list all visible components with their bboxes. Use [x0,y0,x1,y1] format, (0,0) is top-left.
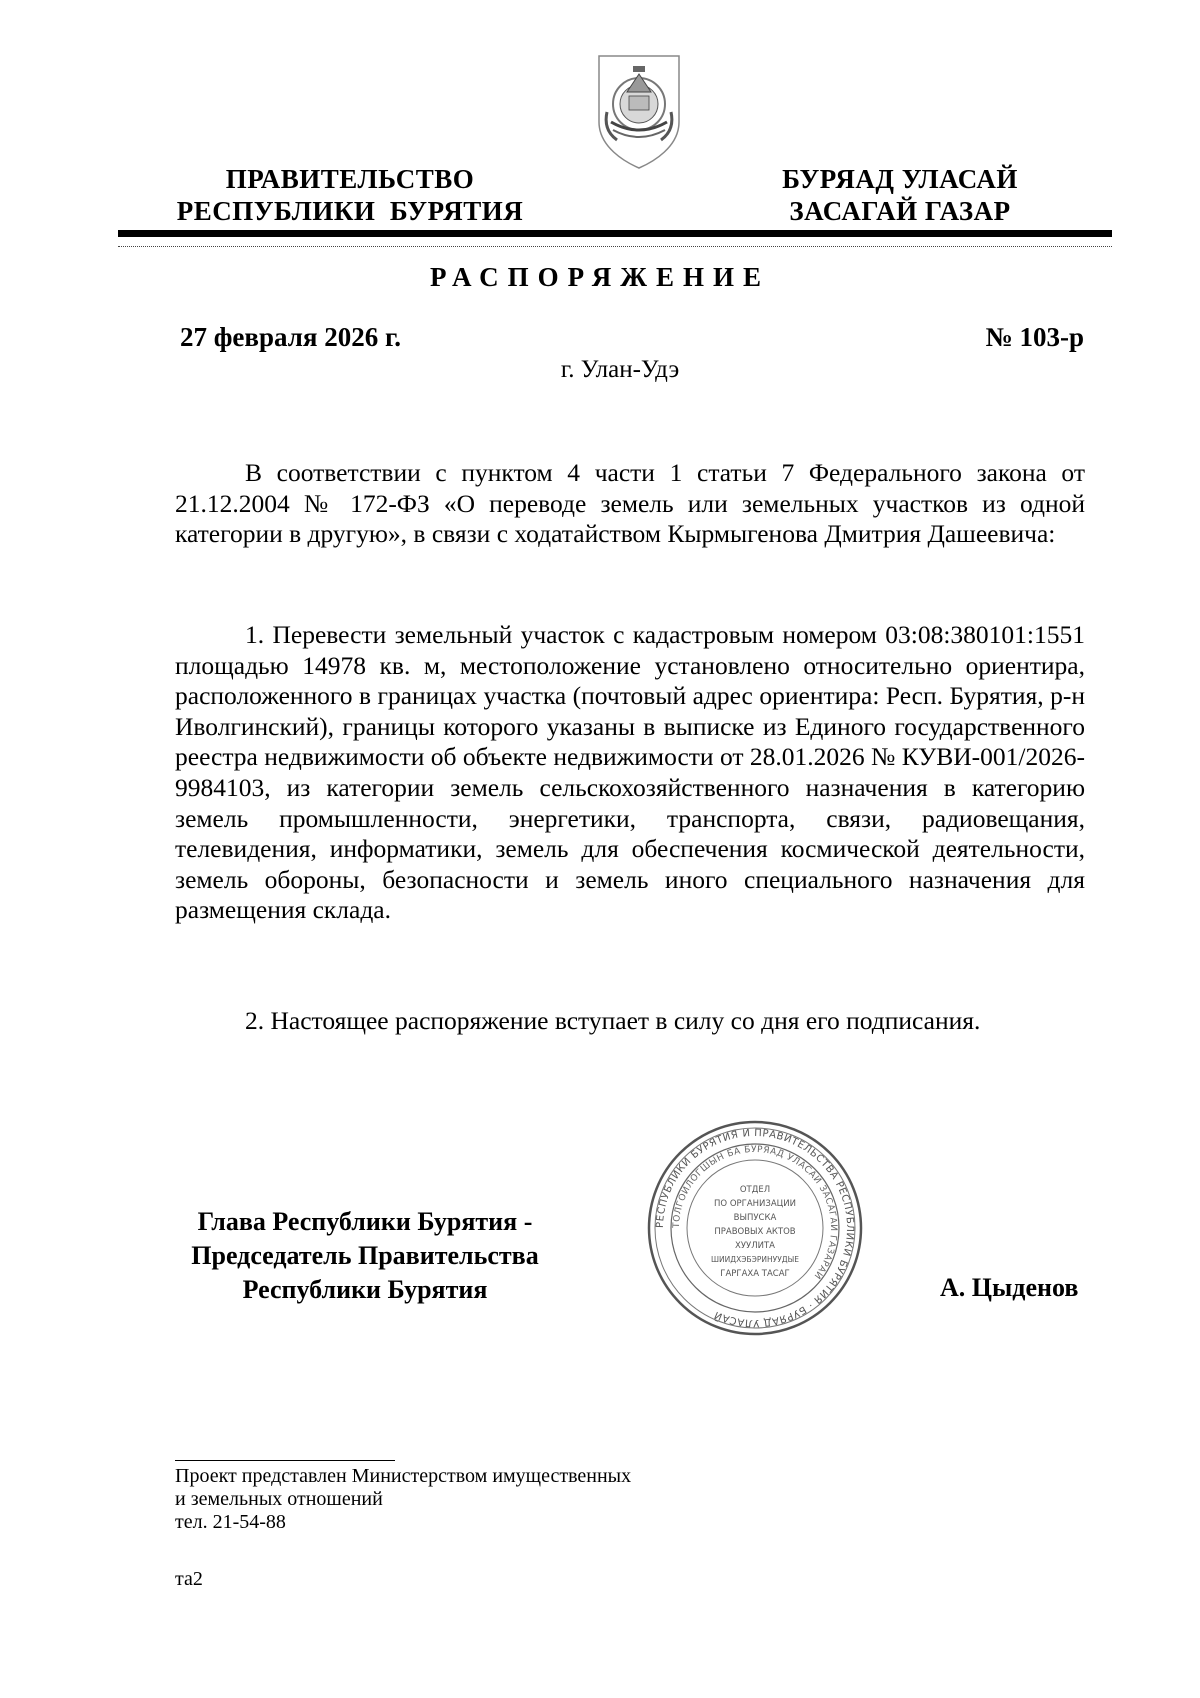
item-2-paragraph [175,1006,1085,1037]
signatory-title-line2: Председатель Правительства [191,1241,539,1270]
footnote-line1: Проект представлен Министерством имущественных [175,1465,632,1487]
document-city: г. Улан-Удэ [560,356,680,383]
signatory-title-line3: Республики Бурятия [242,1275,488,1304]
stamp-line-1: ОТДЕЛ [739,1185,771,1195]
document-code: та2 [175,1568,203,1590]
stamp-line-7: ГАРГАХА ТАСАГ [720,1269,790,1279]
header-left [150,163,550,227]
document-title: РАСПОРЯЖЕНИЕ [429,262,771,292]
stamp-outer-ring: РЕСПУБЛИКИ БУРЯТИЯ И ПРАВИТЕЛЬСТВА РЕСПУБЛИКИ БУРЯТИЯ · БУРЯАД УЛАСАЙ [654,1127,856,1329]
header-right-line2: ЗАСАГАЙ ГАЗАР [789,196,1011,226]
stamp-line-2: ПО ОРГАНИЗАЦИИ [714,1199,796,1209]
document-number: № 103-р [985,322,1084,352]
header-right [760,163,1040,227]
stamp-line-6: ШИИДХЭБЭРИНУУДЫЕ [711,1255,799,1264]
signatory-title [160,1205,570,1307]
stamp-line-4: ПРАВОВЫХ АКТОВ [714,1227,796,1237]
item-1-text: 1. Перевести земельный участок с кадастровым номером 03:08:380101:1551 площадью 14978 кв. м, местоположение установлено относительно ориентира, расположенного в границах участка (почтовый адрес ориентира: Респ. Бурятия, р-н Иволгинский), границы которого указаны в выписке из Единого государственного реестра недвижимости об объекте недвижимости от 28.01.2026 № КУВИ-001/2026-9984103, из категории земель сельскохозяйственного назначения в категорию земель промышленности, энергетики, транспорта, связи, радиовещания, телевидения, информатики, земель для обеспечения космической деятельности, земель обороны, безопасности и земель иного специального назначения для размещения склада. [175,620,1085,925]
official-seal-icon [645,1118,865,1338]
signatory-title-line1: Глава Республики Бурятия - [197,1207,533,1236]
item-1-paragraph [175,620,1085,926]
document-date: 27 февраля 2026 г. [180,322,401,352]
header-right-line1: БУРЯАД УЛАСАЙ [782,164,1018,194]
preamble-text: В соответствии с пунктом 4 части 1 статьи 7 Федерального закона от 21.12.2004 № 172-ФЗ «О переводе земель или земельных участков из одной категории в другую», в связи с ходатайством Кырмыгенова Дмитрия Дашеевича: [175,458,1085,549]
stamp-line-3: ВЫПУСКА [733,1213,777,1223]
stamp-inner-ring: ТОЛГОЙЛОГШЫН БА БУРЯАД УЛАСАЙ ЗАСАГАЙ ГАЗАРАЙ [671,1144,839,1281]
footnote [175,1465,631,1534]
preamble-paragraph [175,458,1085,550]
footnote-rule [175,1460,395,1461]
stamp-line-5: ХУУЛИТА [735,1241,775,1251]
header-left-line1: ПРАВИТЕЛЬСТВО [225,164,475,194]
footnote-line3: тел. 21-54-88 [175,1511,286,1533]
item-2-text: 2. Настоящее распоряжение вступает в силу со дня его подписания. [245,1006,981,1035]
header-dotted-rule [118,246,1112,247]
footnote-line2: и земельных отношений [175,1488,383,1510]
header-left-line2: РЕСПУБЛИКИ БУРЯТИЯ [176,196,524,226]
coat-of-arms-icon [593,52,685,172]
signatory-name: А. Цыденов [940,1273,1079,1302]
header-rule [118,230,1112,237]
